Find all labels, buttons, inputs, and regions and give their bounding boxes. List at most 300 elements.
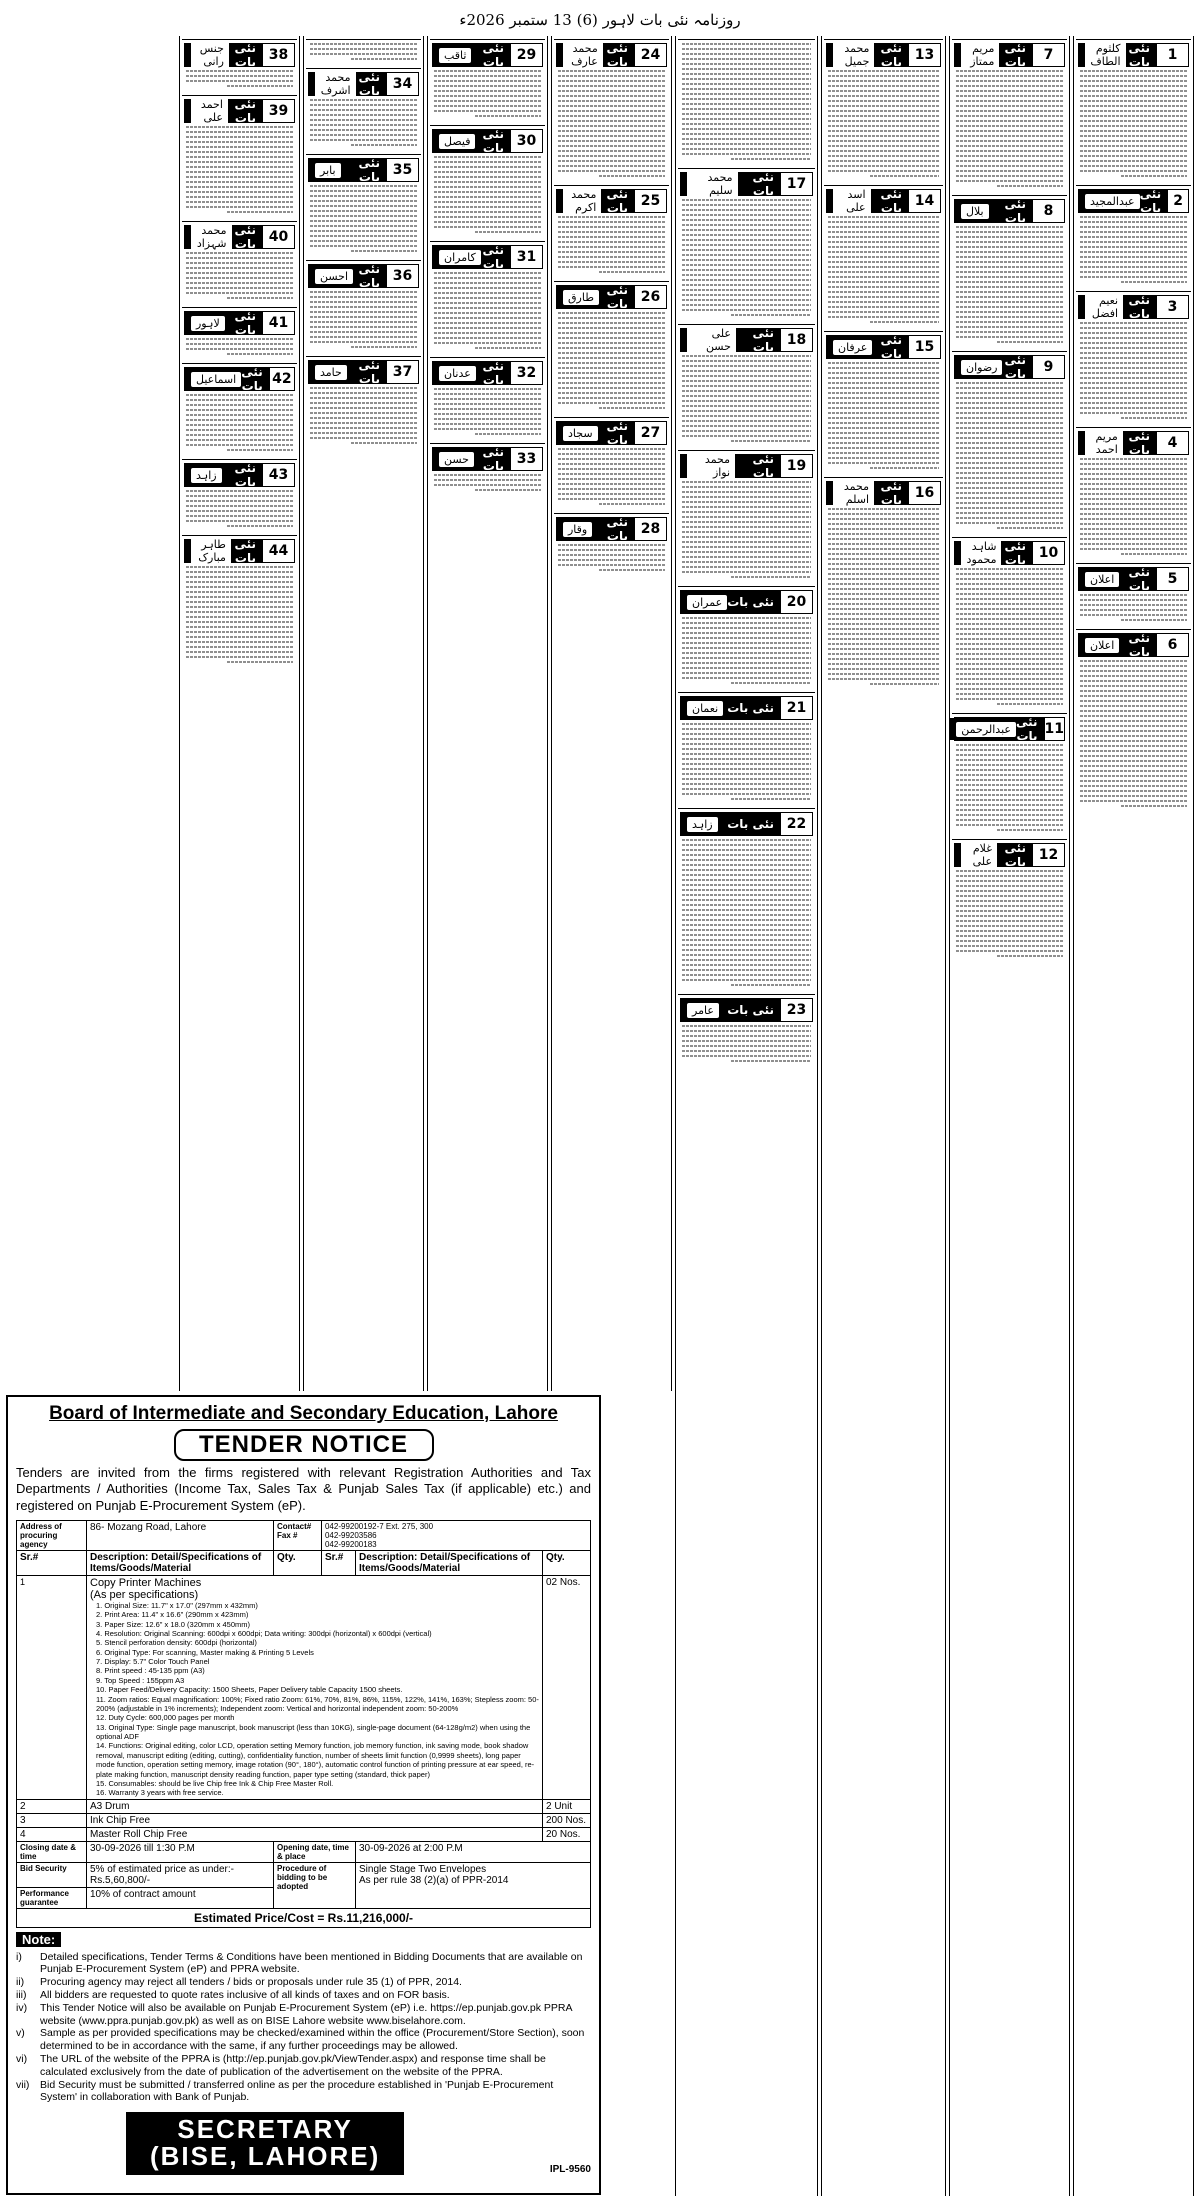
- note-text: Procuring agency may reject all tenders / bids or proposals under rule 35 (1) of PPR, 2014.: [40, 1976, 462, 1989]
- text-line: [227, 449, 293, 451]
- notice-header: [308, 158, 419, 182]
- notice-title-bar: [433, 243, 510, 271]
- classified-notice: [182, 535, 297, 667]
- ipl-code: IPL-9560: [549, 2163, 591, 2175]
- text-line: [956, 301, 1063, 303]
- text-line: [682, 652, 811, 654]
- text-line: [558, 387, 665, 389]
- text-line: [956, 392, 1063, 394]
- text-line: [828, 80, 939, 82]
- text-line: [828, 382, 939, 384]
- text-line: [682, 370, 811, 372]
- text-line: [828, 427, 939, 429]
- notice-header: [680, 172, 813, 196]
- text-line: [682, 662, 811, 664]
- text-line: [1080, 680, 1187, 682]
- desc-header-2: Description: Detail/Specifications of Items/Goods/Material: [355, 1550, 542, 1575]
- text-line: [434, 312, 541, 314]
- text-line: [682, 43, 811, 45]
- text-line: [682, 204, 811, 206]
- text-line: [956, 754, 1063, 756]
- text-line: [828, 221, 939, 223]
- text-line: [1080, 256, 1187, 258]
- text-line: [956, 608, 1063, 610]
- text-line: [956, 628, 1063, 630]
- notice-title-bar: [185, 309, 262, 337]
- text-line: [682, 551, 811, 553]
- notice-header: [184, 99, 295, 123]
- notice-text: [306, 43, 421, 64]
- notice-name: رضوان: [961, 360, 1002, 375]
- text-line: [682, 1030, 811, 1032]
- notice-tag: نئی بات: [1004, 539, 1026, 567]
- text-line: [310, 417, 417, 419]
- text-line: [558, 216, 665, 218]
- notice-header: [954, 541, 1065, 565]
- text-line: [956, 437, 1063, 439]
- text-line: [956, 487, 1063, 489]
- text-line: [956, 698, 1063, 700]
- note-item: [16, 2053, 591, 2079]
- item-qty: 200 Nos.: [543, 1813, 591, 1827]
- text-line: [434, 408, 541, 410]
- text-line: [1080, 377, 1187, 379]
- notice-title-bar: [681, 999, 780, 1021]
- text-line: [956, 819, 1063, 821]
- text-line: [558, 241, 665, 243]
- text-line: [956, 95, 1063, 97]
- text-line: [682, 229, 811, 231]
- text-line: [682, 622, 811, 624]
- text-line: [558, 312, 665, 314]
- text-line: [1080, 170, 1187, 172]
- text-line: [310, 341, 417, 343]
- text-line: [434, 474, 541, 476]
- spec-item: 12. Duty Cycle: 600,000 pages per month: [96, 1713, 235, 1723]
- text-line: [956, 799, 1063, 801]
- notice-tag: نئی بات: [606, 187, 628, 215]
- text-line: [1080, 85, 1187, 87]
- text-line: [558, 266, 665, 268]
- text-line: [682, 748, 811, 750]
- item-sr: 3: [17, 1813, 87, 1827]
- notice-name: وقار: [563, 522, 592, 537]
- notice-number: 1: [1156, 44, 1188, 66]
- text-line: [1080, 690, 1187, 692]
- text-line: [186, 338, 293, 340]
- notice-tag: نئی بات: [1128, 565, 1150, 593]
- text-line: [558, 347, 665, 349]
- text-line: [186, 206, 293, 208]
- text-line: [828, 432, 939, 434]
- note-item: [16, 2027, 591, 2053]
- text-line: [558, 165, 665, 167]
- text-line: [186, 626, 293, 628]
- text-line: [558, 70, 665, 72]
- spec-item: 6. Original Type: For scanning, Master making & Printing 5 Levels: [96, 1647, 314, 1657]
- classified-notice: [430, 357, 545, 439]
- text-line: [682, 939, 811, 941]
- text-line: [682, 566, 811, 568]
- text-line: [186, 520, 293, 522]
- notice-header: [826, 481, 941, 505]
- text-line: [828, 528, 939, 530]
- text-line: [956, 895, 1063, 897]
- text-line: [310, 205, 417, 207]
- note-numeral: iv): [16, 2001, 28, 2014]
- notice-text: [952, 226, 1067, 347]
- notice-title-bar: [681, 170, 780, 198]
- note-text: The URL of the website of the PPRA is (http://ep.punjab.gov.pk/ViewTender.aspx) and response time shall be calculated exclusively from the date of publication of the advertisement on the website of the PPRA.: [40, 2053, 546, 2078]
- text-line: [434, 342, 541, 344]
- text-line: [956, 779, 1063, 781]
- note-text: Bid Security must be submitted / transferred online as per the procedure established in 'Punjab E-Procurement System' in collaboration with Bank of Punjab.: [40, 2078, 554, 2104]
- notice-tag: نئی بات: [234, 41, 256, 69]
- tender-board: Board of Intermediate and Secondary Education, Lahore: [49, 1403, 558, 1424]
- text-line: [956, 683, 1063, 685]
- text-line: [828, 673, 939, 675]
- text-line: [682, 244, 811, 246]
- text-line: [434, 479, 541, 481]
- text-line: [828, 578, 939, 580]
- text-line: [828, 558, 939, 560]
- text-line: [558, 362, 665, 364]
- text-line: [1080, 599, 1187, 601]
- notice-text: [678, 839, 815, 990]
- text-line: [682, 118, 811, 120]
- text-line: [186, 495, 293, 497]
- notice-text: [306, 387, 421, 448]
- text-line: [828, 633, 939, 635]
- notice-text: [1076, 70, 1191, 181]
- item-desc: A3 Drum: [87, 1799, 543, 1813]
- notice-name: جنس رانی: [191, 41, 229, 69]
- text-line: [1080, 715, 1187, 717]
- notice-number: 14: [908, 190, 940, 212]
- notice-tag: نئی بات: [482, 127, 504, 155]
- notice-text: [430, 272, 545, 353]
- spec-item: 8. Print speed : 45-135 ppm (A3): [96, 1666, 205, 1676]
- notice-text: [678, 1025, 815, 1066]
- text-line: [828, 377, 939, 379]
- text-line: [828, 95, 939, 97]
- notice-header: [680, 454, 813, 478]
- text-line: [1080, 710, 1187, 712]
- text-line: [434, 327, 541, 329]
- text-line: [956, 115, 1063, 117]
- text-line: [956, 266, 1063, 268]
- text-line: [682, 148, 811, 150]
- text-line: [956, 910, 1063, 912]
- text-line: [1080, 740, 1187, 742]
- notice-title-bar: [681, 326, 780, 354]
- text-line: [828, 306, 939, 308]
- notice-title-bar: [955, 353, 1032, 381]
- text-line: [558, 357, 665, 359]
- text-line: [186, 201, 293, 203]
- text-line: [1080, 594, 1187, 596]
- text-line: [828, 392, 939, 394]
- text-line: [434, 403, 541, 405]
- notice-text: [554, 216, 669, 277]
- notice-title-bar: [433, 127, 510, 155]
- text-line: [956, 442, 1063, 444]
- text-line: [828, 422, 939, 424]
- text-line: [997, 703, 1063, 705]
- notice-text: [1076, 594, 1191, 625]
- text-line: [186, 651, 293, 653]
- text-line: [1080, 90, 1187, 92]
- text-line: [186, 394, 293, 396]
- text-line: [558, 493, 665, 495]
- text-line: [1080, 70, 1187, 72]
- notice-title-bar: [557, 419, 634, 447]
- notice-text: [430, 388, 545, 439]
- text-line: [558, 140, 665, 142]
- notice-text: [678, 723, 815, 804]
- text-line: [186, 196, 293, 198]
- text-line: [682, 1055, 811, 1057]
- text-line: [1080, 150, 1187, 152]
- text-line: [828, 236, 939, 238]
- signature-block: [16, 2112, 591, 2175]
- text-line: [1121, 805, 1187, 807]
- text-line: [956, 920, 1063, 922]
- text-line: [956, 387, 1063, 389]
- text-line: [682, 677, 811, 679]
- text-line: [828, 548, 939, 550]
- notice-name: طارق: [563, 290, 599, 305]
- notice-text: [1076, 216, 1191, 287]
- text-line: [434, 206, 541, 208]
- notice-header: [556, 421, 667, 445]
- text-line: [558, 498, 665, 500]
- notice-number: 33: [510, 448, 542, 470]
- text-line: [558, 337, 665, 339]
- notice-text: [678, 617, 815, 688]
- text-line: [186, 267, 293, 269]
- notice-number: 30: [510, 130, 542, 152]
- text-line: [558, 488, 665, 490]
- text-line: [186, 348, 293, 350]
- text-line: [682, 672, 811, 674]
- text-line: [186, 191, 293, 193]
- text-line: [310, 437, 417, 439]
- text-line: [956, 397, 1063, 399]
- notice-tag: نئی بات: [606, 283, 628, 311]
- text-line: [828, 568, 939, 570]
- classified-notice: [182, 459, 297, 531]
- spec-item: 5. Stencil perforation density: 600dpi (horizontal): [96, 1638, 257, 1648]
- text-line: [828, 628, 939, 630]
- text-line: [828, 125, 939, 127]
- text-line: [682, 617, 811, 619]
- notice-tag: نئی بات: [482, 243, 504, 271]
- text-line: [227, 661, 293, 663]
- text-line: [956, 110, 1063, 112]
- text-line: [186, 510, 293, 512]
- notice-name: طاہر مبارک: [191, 537, 231, 565]
- notice-name: اعلان: [1085, 638, 1119, 653]
- text-line: [1080, 145, 1187, 147]
- text-line: [558, 402, 665, 404]
- text-line: [1080, 266, 1187, 268]
- text-line: [682, 934, 811, 936]
- notice-column: [1073, 36, 1194, 2196]
- text-line: [956, 336, 1063, 338]
- text-line: [558, 342, 665, 344]
- notice-name: محمد جمیل: [833, 41, 874, 69]
- classified-notice: [182, 39, 297, 91]
- text-line: [351, 250, 417, 252]
- note-text: All bidders are requested to quote rates inclusive of all kinds of taxes and on FOR basis.: [40, 1989, 450, 2002]
- text-line: [956, 452, 1063, 454]
- text-line: [828, 286, 939, 288]
- notice-name: محمد اکرم: [563, 187, 601, 215]
- notice-header: [184, 43, 295, 67]
- text-line: [310, 210, 417, 212]
- text-line: [1080, 790, 1187, 792]
- notice-tag: نئی بات: [606, 419, 628, 447]
- text-line: [828, 110, 939, 112]
- spec-item: 4. Resolution: Original Scanning: 600dpi x 600dpi; Data writing: 300dpi (horizontal) x 600dpi (vertical): [96, 1628, 432, 1638]
- text-line: [682, 879, 811, 881]
- text-line: [475, 115, 541, 117]
- text-line: [682, 516, 811, 518]
- text-line: [434, 282, 541, 284]
- text-line: [1080, 160, 1187, 162]
- text-line: [1080, 720, 1187, 722]
- text-line: [475, 433, 541, 435]
- text-line: [828, 140, 939, 142]
- text-line: [310, 220, 417, 222]
- notes-title: Note:: [16, 1932, 61, 1947]
- text-line: [956, 331, 1063, 333]
- text-line: [1080, 609, 1187, 611]
- classified-notice: [952, 713, 1067, 835]
- text-line: [956, 900, 1063, 902]
- text-line: [682, 506, 811, 508]
- classified-notice: [824, 331, 943, 473]
- item-qty: 2 Unit: [543, 1799, 591, 1813]
- text-line: [434, 196, 541, 198]
- notice-tag: نئی بات: [1004, 197, 1026, 225]
- text-line: [956, 784, 1063, 786]
- text-line: [870, 467, 939, 469]
- text-line: [434, 156, 541, 158]
- text-line: [682, 420, 811, 422]
- text-line: [310, 326, 417, 328]
- qty-header-2: Qty.: [543, 1550, 591, 1575]
- notice-name: حامد: [315, 365, 347, 380]
- text-line: [731, 314, 811, 316]
- text-line: [186, 419, 293, 421]
- notice-text: [1076, 322, 1191, 423]
- text-line: [434, 90, 541, 92]
- text-line: [1080, 795, 1187, 797]
- text-line: [186, 70, 293, 72]
- notice-header: [826, 43, 941, 67]
- text-line: [682, 63, 811, 65]
- text-line: [1080, 775, 1187, 777]
- text-line: [682, 964, 811, 966]
- notice-name: فیصل: [439, 134, 475, 149]
- opening-value: 30-09-2026 at 2:00 P.M: [355, 1841, 590, 1862]
- text-line: [186, 571, 293, 573]
- notice-tag: نئی بات: [880, 187, 902, 215]
- text-line: [956, 477, 1063, 479]
- text-line: [599, 503, 665, 505]
- note-text: Sample as per provided specifications may be checked/examined within the office (Procurement/Store Section), soon determined to be in accordance with the same, if any further proceedings may be allowed.: [40, 2027, 585, 2053]
- notice-tag: نئی بات: [482, 41, 504, 69]
- text-line: [186, 272, 293, 274]
- text-line: [558, 448, 665, 450]
- text-line: [186, 146, 293, 148]
- notice-tag: نئی بات: [1128, 293, 1150, 321]
- text-line: [1080, 705, 1187, 707]
- contact-value: 042-99200192-7 Ext. 275, 300 042-99203586 042-99200183: [321, 1520, 590, 1550]
- text-line: [956, 930, 1063, 932]
- text-line: [558, 372, 665, 374]
- classified-notice: [554, 185, 669, 277]
- text-line: [956, 306, 1063, 308]
- text-line: [682, 723, 811, 725]
- classified-notice: [430, 39, 545, 121]
- notice-header: [556, 189, 667, 213]
- notice-name: محمد سلیم: [687, 170, 738, 198]
- text-line: [682, 919, 811, 921]
- text-line: [956, 80, 1063, 82]
- text-line: [731, 798, 811, 800]
- item-1-sr: 1: [17, 1575, 87, 1799]
- text-line: [997, 955, 1063, 957]
- spec-item: 16. Warranty 3 years with free service.: [96, 1788, 224, 1798]
- text-line: [434, 216, 541, 218]
- notice-text: [952, 70, 1067, 191]
- text-line: [186, 292, 293, 294]
- text-line: [186, 601, 293, 603]
- notice-text: [182, 394, 297, 455]
- classified-notice: [182, 307, 297, 359]
- text-line: [475, 489, 541, 491]
- text-line: [1080, 735, 1187, 737]
- text-line: [434, 337, 541, 339]
- text-line: [186, 262, 293, 264]
- text-line: [682, 1040, 811, 1042]
- classified-notice: [554, 417, 669, 509]
- text-line: [956, 256, 1063, 258]
- notice-tag: نئی بات: [234, 537, 256, 565]
- text-line: [956, 638, 1063, 640]
- notice-name: غلام علی: [961, 841, 997, 869]
- text-line: [731, 1060, 811, 1062]
- classified-notice: [824, 477, 943, 689]
- text-line: [828, 623, 939, 625]
- text-line: [956, 150, 1063, 152]
- text-line: [186, 641, 293, 643]
- text-line: [828, 261, 939, 263]
- classified-notice: [824, 185, 943, 327]
- text-line: [956, 447, 1063, 449]
- text-line: [956, 246, 1063, 248]
- text-line: [956, 145, 1063, 147]
- text-line: [310, 99, 417, 101]
- text-line: [682, 783, 811, 785]
- text-line: [599, 569, 665, 571]
- notice-tag: نئی بات: [752, 452, 774, 480]
- item-1-sub: (As per specifications): [90, 1588, 199, 1601]
- text-line: [682, 365, 811, 367]
